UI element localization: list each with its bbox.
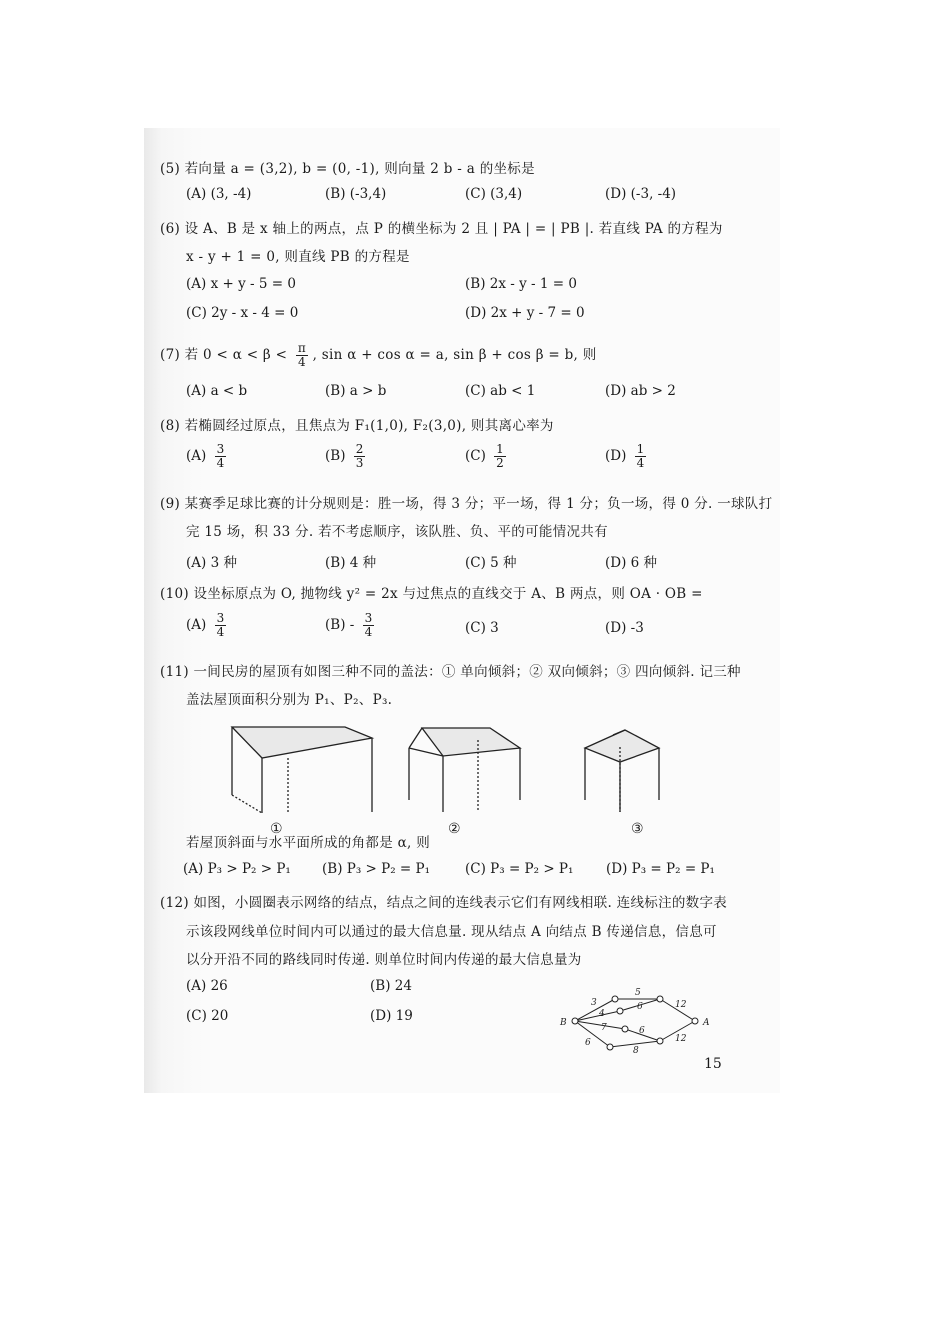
q11-option-b: (B) P₃ > P₂ = P₁	[322, 861, 431, 877]
q8-a-den: 4	[216, 456, 225, 470]
q12-option-d: (D) 19	[370, 1008, 413, 1024]
q7-frac-den: 4	[297, 355, 306, 369]
roof-figure-2	[409, 728, 520, 812]
q6-option-a: (A) x + y - 5 = 0	[186, 276, 296, 292]
q7-stem-part1: (7) 若 0 < α < β <	[160, 347, 288, 363]
q12-option-a: (A) 26	[186, 978, 228, 994]
q7-option-a: (A) a < b	[186, 383, 248, 399]
q8-a-label: (A)	[186, 448, 207, 464]
q12-stem-line2: 示该段网线单位时间内可以通过的最大信息量. 现从结点 A 向结点 B 传递信息，信息可	[186, 924, 717, 940]
q10-a-den: 4	[216, 625, 225, 639]
q7-option-c: (C) ab < 1	[465, 383, 536, 399]
edge-b-3	[575, 1011, 620, 1021]
q9-stem-line1: (9) 某赛季足球比赛的计分规则是：胜一场，得 3 分；平一场，得 1 分；负一场，得 0 分. 一球队打	[160, 496, 773, 512]
network-diagram	[555, 985, 725, 1065]
node-4	[622, 1026, 628, 1032]
q10-b-den: 4	[364, 625, 373, 639]
q11-option-a: (A) P₃ > P₂ > P₁	[183, 861, 291, 877]
q6-option-b: (B) 2x - y - 1 = 0	[465, 276, 577, 292]
node-6	[607, 1044, 613, 1050]
q7-frac-num: π	[297, 341, 306, 355]
q10-a-label: (A)	[186, 617, 207, 633]
q12-stem-line1: (12) 如图，小圆圈表示网络的结点，结点之间的连线表示它们有网线相联. 连线标注的数字表	[160, 895, 728, 911]
q8-c-num: 1	[496, 442, 504, 456]
q5-option-b: (B) (-3,4)	[325, 186, 387, 202]
q10-option-c: (C) 3	[465, 620, 499, 636]
q12-option-b: (B) 24	[370, 978, 412, 994]
roof-label-2: ②	[448, 821, 461, 837]
q6-stem-line1: (6) 设 A、B 是 x 轴上的两点，点 P 的横坐标为 2 且 | PA | = | PB |. 若直线 PA 的方程为	[160, 221, 723, 237]
q6-stem-line2: x - y + 1 = 0, 则直线 PB 的方程是	[186, 249, 410, 265]
q8-a-num: 3	[216, 442, 225, 456]
q9-stem-line2: 完 15 场，积 33 分. 若不考虑顺序，该队胜、负、平的可能情况共有	[186, 524, 608, 540]
node-a	[692, 1018, 698, 1024]
node-b	[572, 1018, 578, 1024]
net-label-a: A	[703, 1018, 710, 1028]
net-label-b: B	[560, 1018, 567, 1028]
roof-figure-3	[585, 730, 659, 812]
edge-label-4: 4	[599, 1009, 605, 1019]
q8-b-num: 2	[355, 442, 364, 456]
q8-c-den: 2	[496, 456, 504, 470]
edge-label-3: 3	[591, 998, 597, 1008]
q7-option-b: (B) a > b	[325, 383, 387, 399]
q7-stem-part2: , sin α + cos α = a, sin β + cos β = b, 则	[312, 347, 597, 363]
q8-b-den: 3	[355, 456, 364, 470]
page-number: 15	[704, 1056, 722, 1072]
node-5	[657, 1038, 663, 1044]
q9-option-c: (C) 5 种	[465, 555, 517, 571]
q11-option-c: (C) P₃ = P₂ > P₁	[465, 861, 574, 877]
q9-option-b: (B) 4 种	[325, 555, 377, 571]
q5-option-d: (D) (-3, -4)	[605, 186, 677, 202]
q6-option-d: (D) 2x + y - 7 = 0	[465, 305, 585, 321]
q11-stem-line1: (11) 一间民房的屋顶有如图三种不同的盖法：① 单向倾斜；② 双向倾斜；③ 四向倾斜. 记三种	[160, 664, 741, 680]
q8-d-den: 4	[636, 456, 645, 470]
edge-label-8: 8	[633, 1046, 639, 1056]
q10-stem: (10) 设坐标原点为 O, 抛物线 y² = 2x 与过焦点的直线交于 A、B 两点，则 OA · OB =	[160, 586, 703, 602]
edge-label-6-upper: 6	[637, 1002, 643, 1012]
q5-stem: (5) 若向量 a = (3,2), b = (0, -1), 则向量 2 b - a 的坐标是	[160, 161, 535, 177]
q11-stem-line3: 若屋顶斜面与水平面所成的角都是 α, 则	[186, 835, 430, 851]
q7-option-d: (D) ab > 2	[605, 383, 676, 399]
q5-option-c: (C) (3,4)	[465, 186, 523, 202]
edge-label-6-middle: 6	[639, 1026, 645, 1036]
roof-label-3: ③	[631, 821, 644, 837]
q12-option-c: (C) 20	[186, 1008, 229, 1024]
roof-figure-1	[232, 727, 372, 813]
edge-label-5: 5	[635, 988, 641, 998]
roof-label-1: ①	[270, 821, 283, 837]
edge-label-6-lower: 6	[585, 1038, 591, 1048]
q10-a-num: 3	[216, 611, 225, 625]
q8-c-label: (C)	[465, 448, 486, 464]
node-3	[617, 1008, 623, 1014]
q8-b-label: (B)	[325, 448, 346, 464]
q8-stem: (8) 若椭圆经过原点，且焦点为 F₁(1,0), F₂(3,0), 则其离心率为	[160, 418, 554, 434]
edge-label-7: 7	[601, 1023, 607, 1033]
node-2	[657, 996, 663, 1002]
node-1	[612, 996, 618, 1002]
q10-b-num: 3	[364, 611, 373, 625]
q11-option-d: (D) P₃ = P₂ = P₁	[606, 861, 715, 877]
edge-b-4	[575, 1021, 625, 1029]
q9-option-a: (A) 3 种	[186, 555, 237, 571]
q8-d-num: 1	[636, 442, 645, 456]
q5-option-a: (A) (3, -4)	[186, 186, 252, 202]
edge-label-12-top: 12	[675, 1000, 687, 1010]
q8-d-label: (D)	[605, 448, 627, 464]
edge-label-12-bottom: 12	[675, 1034, 687, 1044]
q9-option-d: (D) 6 种	[605, 555, 658, 571]
q12-stem-line3: 以分开沿不同的路线同时传递. 则单位时间内传递的最大信息量为	[186, 952, 582, 968]
q10-b-label: (B) -	[325, 617, 355, 633]
q11-stem-line2: 盖法屋顶面积分别为 P₁、P₂、P₃.	[186, 692, 393, 708]
q6-option-c: (C) 2y - x - 4 = 0	[186, 305, 299, 321]
q10-option-d: (D) -3	[605, 620, 644, 636]
